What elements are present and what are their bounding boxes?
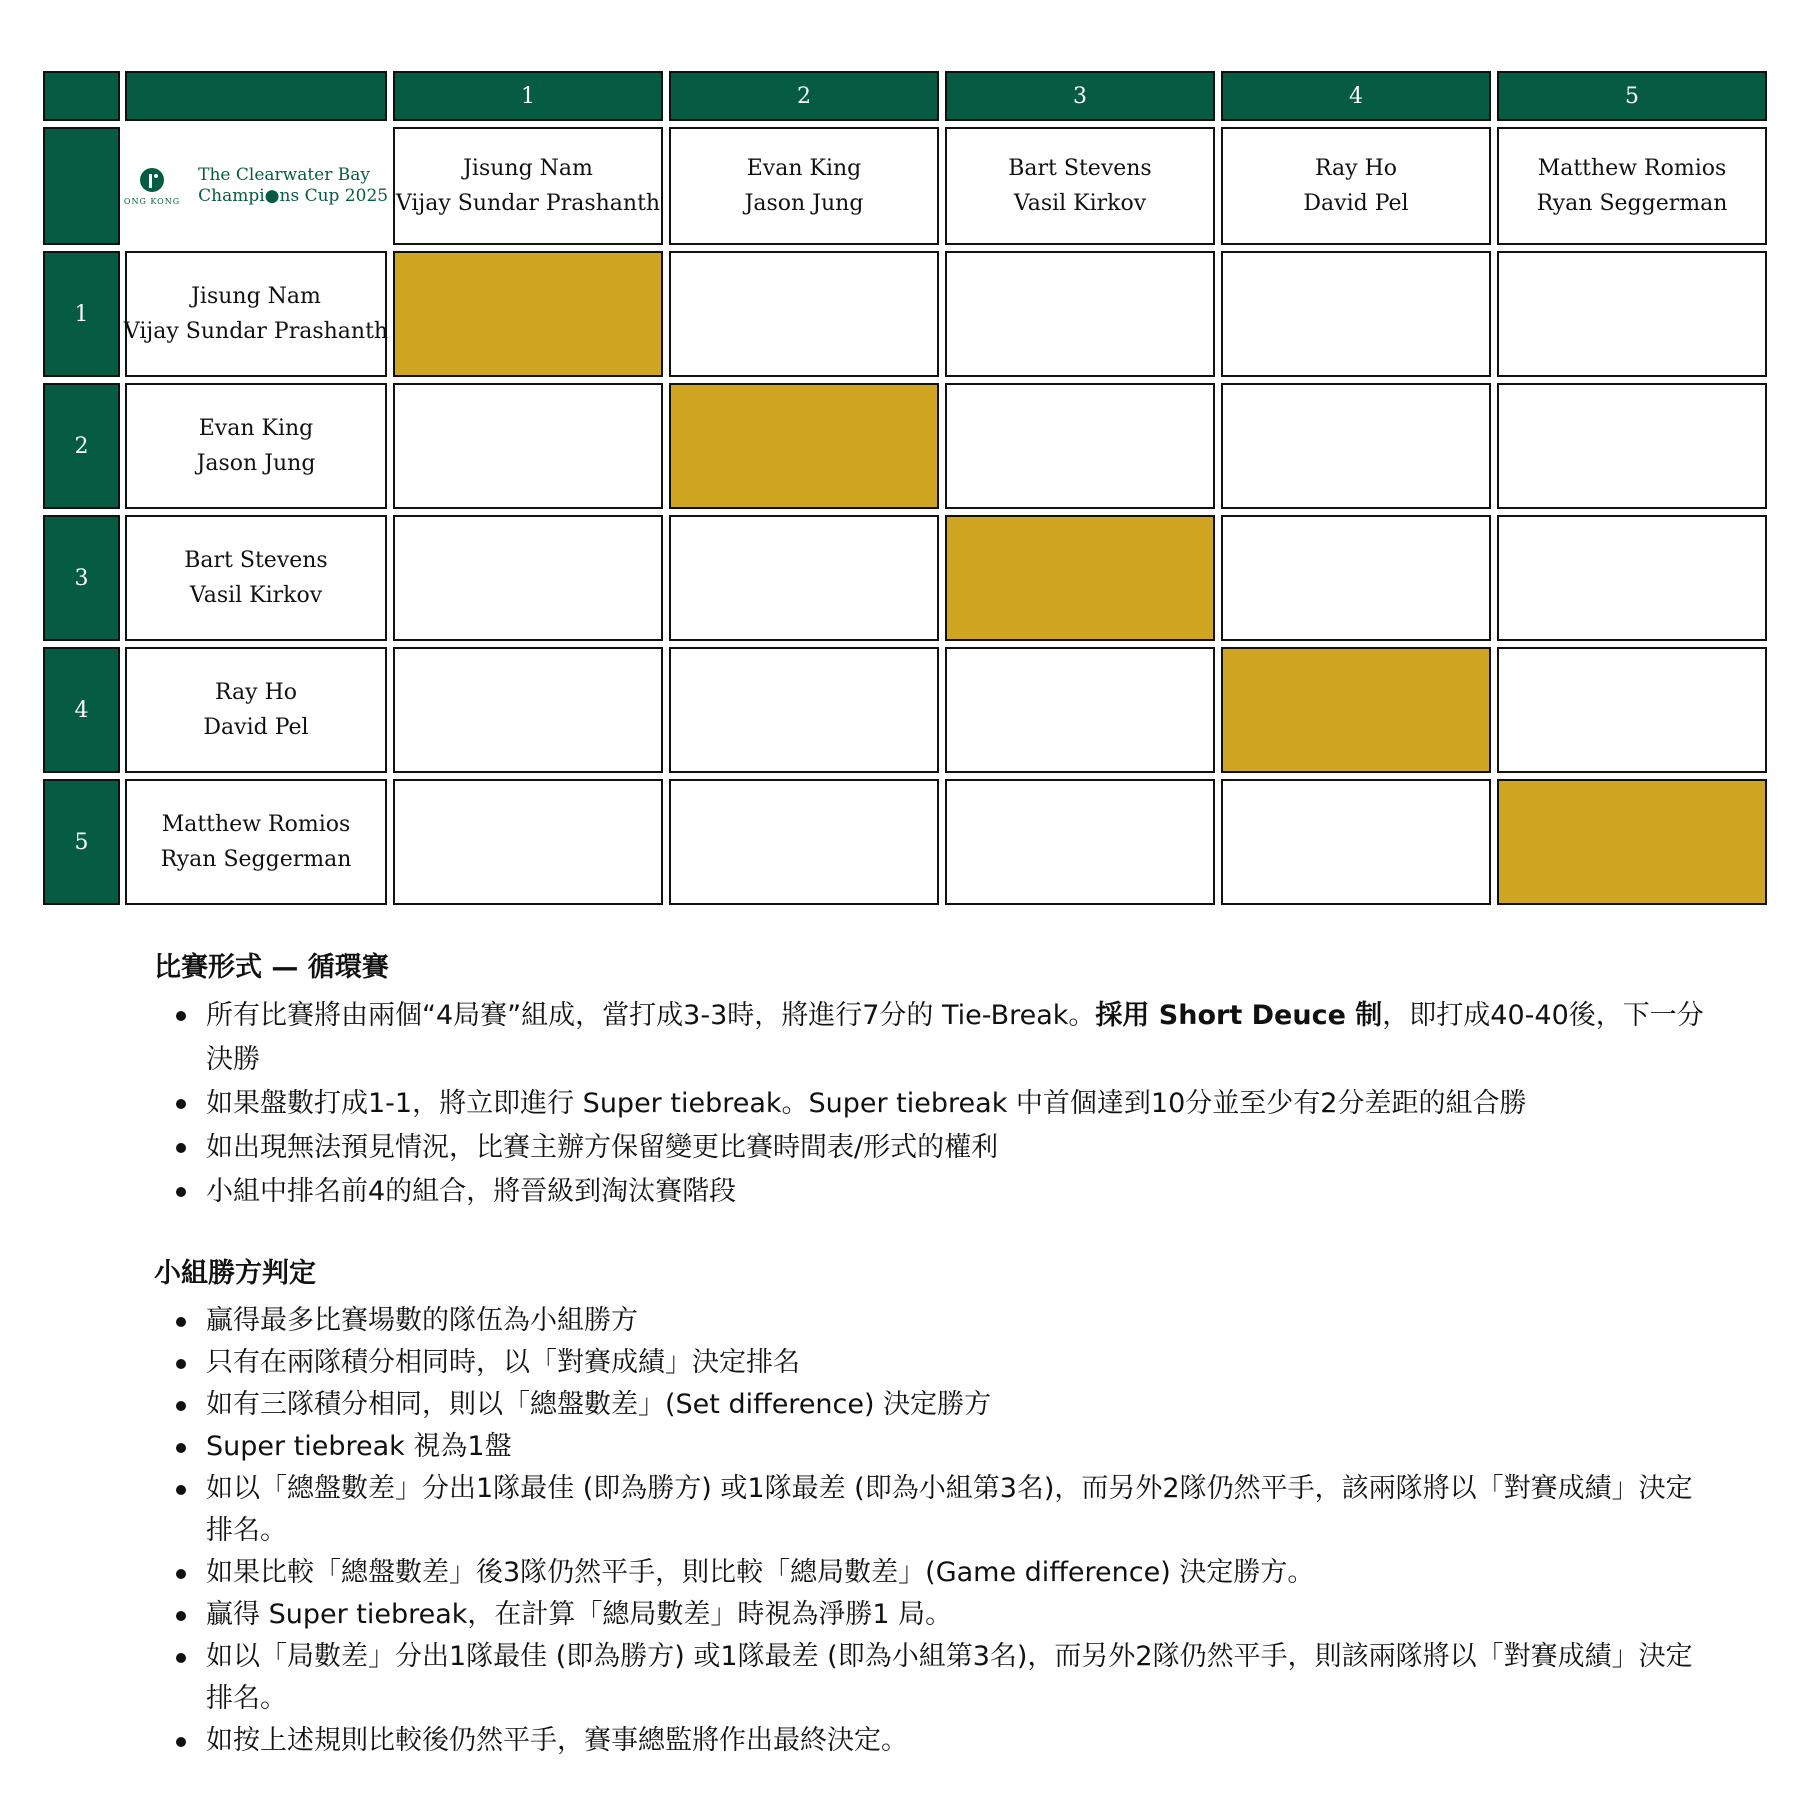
diagonal-cell	[669, 383, 939, 509]
score-cell[interactable]	[1221, 251, 1491, 377]
score-cell[interactable]	[1497, 383, 1767, 509]
column-number: 3	[945, 71, 1215, 121]
row-team-3: Bart Stevens Vasil Kirkov	[125, 515, 387, 641]
list-item: 小組中排名前4的組合，將晉級到淘汰賽階段	[154, 1170, 1714, 1214]
list-item: Super tiebreak 視為1盤	[154, 1426, 1714, 1468]
corner-cell	[43, 71, 120, 121]
score-cell[interactable]	[669, 647, 939, 773]
score-cell[interactable]	[1221, 515, 1491, 641]
score-cell[interactable]	[1497, 647, 1767, 773]
column-team-4: Ray Ho David Pel	[1221, 127, 1491, 245]
list-item: 如出現無法預見情況，比賽主辦方保留變更比賽時間表/形式的權利	[154, 1126, 1714, 1170]
row-number: 5	[43, 779, 120, 905]
list-item: 所有比賽將由兩個“4局賽”組成，當打成3-3時，將進行7分的 Tie-Break。採用 Short Deuce 制，即打成40-40後，下一分決勝	[154, 994, 1714, 1082]
list-item: 贏得 Super tiebreak，在計算「總局數差」時視為淨勝1 局。	[154, 1594, 1714, 1636]
column-number: 2	[669, 71, 939, 121]
row-team-4: Ray Ho David Pel	[125, 647, 387, 773]
row-number: 4	[43, 647, 120, 773]
score-cell[interactable]	[393, 779, 663, 905]
list-item: 只有在兩隊積分相同時，以「對賽成績」決定排名	[154, 1342, 1714, 1384]
list-item: 如有三隊積分相同，則以「總盤數差」(Set difference) 決定勝方	[154, 1384, 1714, 1426]
logo-line-2: Champi●ns Cup 2025	[198, 186, 389, 206]
winner-list	[154, 1300, 1714, 1762]
logo-header-cell	[125, 71, 387, 121]
score-cell[interactable]	[669, 515, 939, 641]
winner-title: 小組勝方判定	[154, 1258, 316, 1289]
score-cell[interactable]	[393, 515, 663, 641]
column-team-3: Bart Stevens Vasil Kirkov	[945, 127, 1215, 245]
list-item: 贏得最多比賽場數的隊伍為小組勝方	[154, 1300, 1714, 1342]
score-cell[interactable]	[393, 647, 663, 773]
score-cell[interactable]	[945, 251, 1215, 377]
row-number: 1	[43, 251, 120, 377]
diagonal-cell	[1497, 779, 1767, 905]
column-number: 1	[393, 71, 663, 121]
column-team-1: Jisung Nam Vijay Sundar Prashanth	[393, 127, 663, 245]
list-item: 如以「總盤數差」分出1隊最佳 (即為勝方) 或1隊最差 (即為小組第3名)，而另外2隊仍然平手，該兩隊將以「對賽成績」決定排名。	[154, 1468, 1714, 1552]
format-list	[154, 994, 1714, 1214]
event-logo	[125, 127, 387, 245]
row-team-5: Matthew Romios Ryan Seggerman	[125, 779, 387, 905]
column-team-2: Evan King Jason Jung	[669, 127, 939, 245]
format-title: 比賽形式 — 循環賽	[154, 952, 389, 983]
score-cell[interactable]	[945, 383, 1215, 509]
diagonal-cell	[945, 515, 1215, 641]
logo-subtext: ONG KONG	[123, 196, 181, 206]
column-number: 5	[1497, 71, 1767, 121]
list-item: 如以「局數差」分出1隊最佳 (即為勝方) 或1隊最差 (即為小組第3名)，而另外2隊仍然平手，則該兩隊將以「對賽成績」決定排名。	[154, 1636, 1714, 1720]
tennis-player-icon	[139, 167, 165, 197]
rules-section	[154, 948, 1714, 1762]
team-header-corner	[43, 127, 120, 245]
diagonal-cell	[393, 251, 663, 377]
score-cell[interactable]	[945, 779, 1215, 905]
row-number: 2	[43, 383, 120, 509]
list-item: 如按上述規則比較後仍然平手，賽事總監將作出最終決定。	[154, 1720, 1714, 1762]
score-cell[interactable]	[1497, 515, 1767, 641]
list-item: 如果比較「總盤數差」後3隊仍然平手，則比較「總局數差」(Game difference) 決定勝方。	[154, 1552, 1714, 1594]
score-cell[interactable]	[1221, 779, 1491, 905]
column-number: 4	[1221, 71, 1491, 121]
score-cell[interactable]	[1221, 383, 1491, 509]
score-cell[interactable]	[393, 383, 663, 509]
score-cell[interactable]	[945, 647, 1215, 773]
diagonal-cell	[1221, 647, 1491, 773]
row-team-2: Evan King Jason Jung	[125, 383, 387, 509]
score-cell[interactable]	[1497, 251, 1767, 377]
score-cell[interactable]	[669, 251, 939, 377]
row-team-1: Jisung Nam Vijay Sundar Prashanth	[125, 251, 387, 377]
row-number: 3	[43, 515, 120, 641]
column-team-5: Matthew Romios Ryan Seggerman	[1497, 127, 1767, 245]
score-cell[interactable]	[669, 779, 939, 905]
list-item: 如果盤數打成1-1，將立即進行 Super tiebreak。Super tiebreak 中首個達到10分並至少有2分差距的組合勝	[154, 1082, 1714, 1126]
logo-line-1: The Clearwater Bay	[198, 165, 370, 185]
